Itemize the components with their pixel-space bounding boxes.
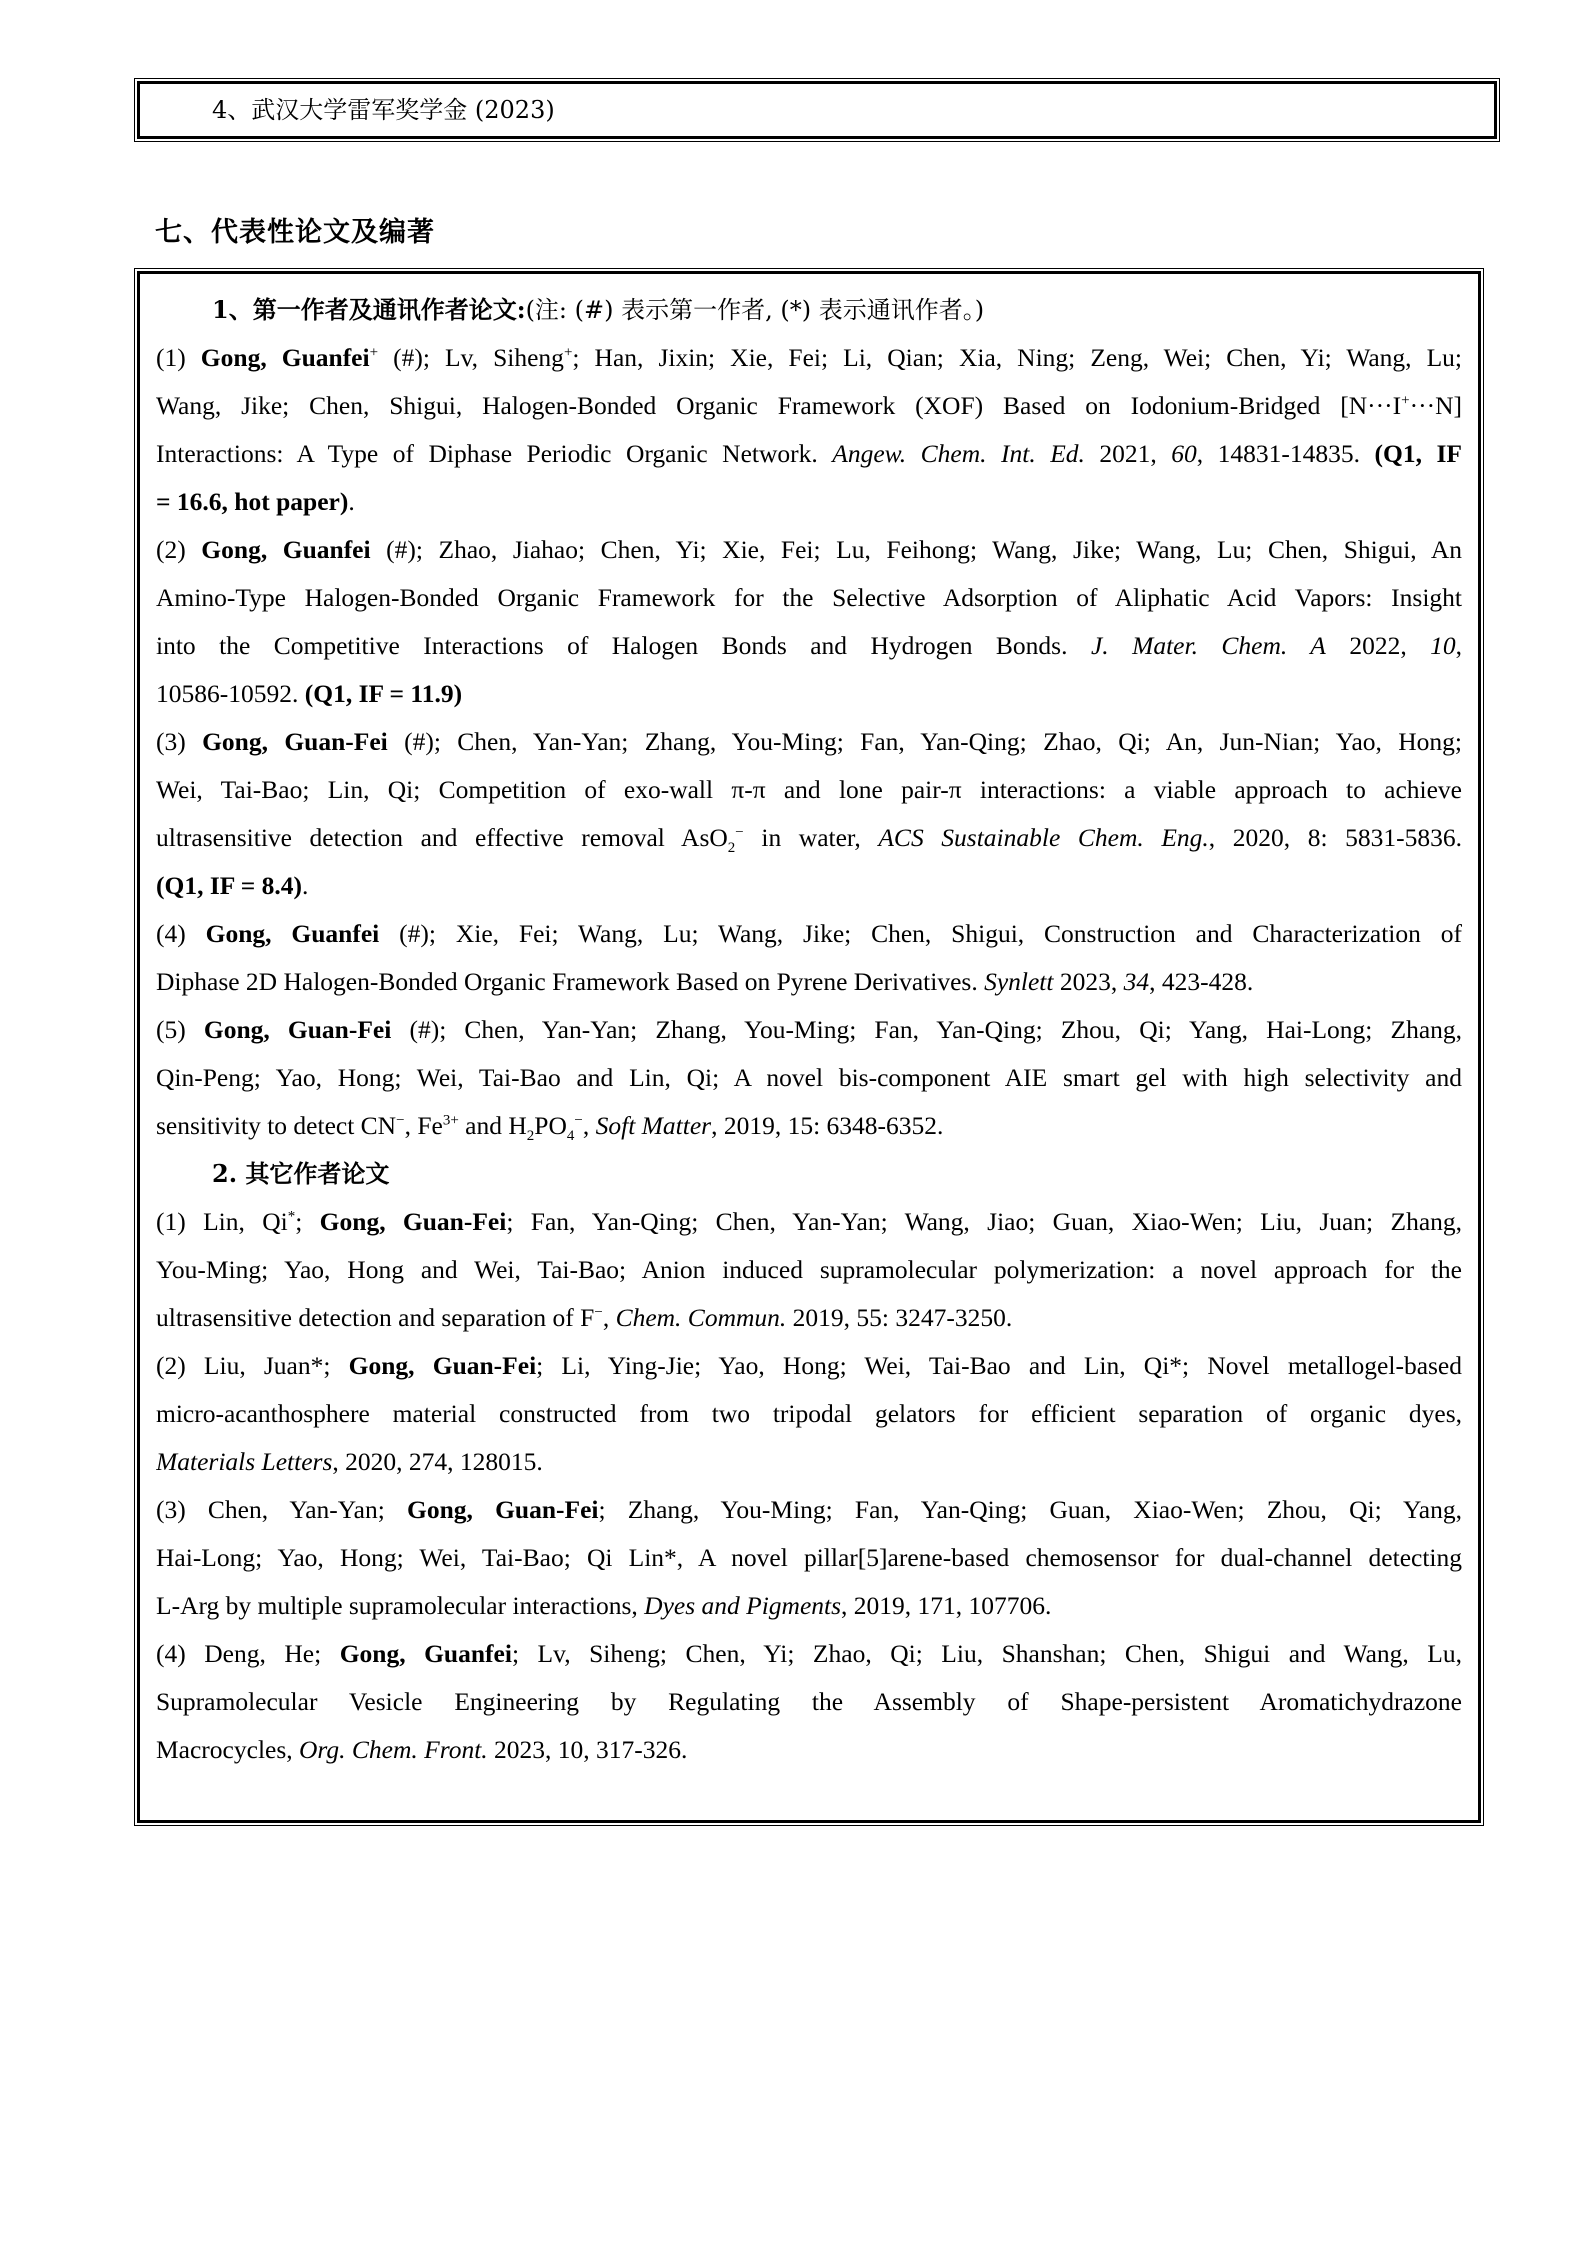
paper-5-line-1: (5) Gong, Guan-Fei (#); Chen, Yan-Yan; Zhang, You-Ming; Fan, Yan-Qing; Zhou, Qi; Yang, Hai-Long; Zhang,	[156, 1015, 1462, 1044]
award-entry: 4、武汉大学雷军奖学金 (2023)	[212, 96, 555, 124]
other-paper-4-line-1: (4) Deng, He; Gong, Guanfei; Lv, Siheng; Chen, Yi; Zhao, Qi; Liu, Shanshan; Chen, Shigui and Wang, Lu,	[156, 1639, 1462, 1668]
paper-5-line-2: Qin-Peng; Yao, Hong; Wei, Tai-Bao and Lin, Qi; A novel bis-component AIE smart gel with high selectivity and	[156, 1063, 1462, 1092]
other-paper-2-line-1: (2) Liu, Juan*; Gong, Guan-Fei; Li, Ying-Jie; Yao, Hong; Wei, Tai-Bao and Lin, Qi*; Novel metallogel-based	[156, 1351, 1462, 1380]
paper-2-line-3: into the Competitive Interactions of Halogen Bonds and Hydrogen Bonds. J. Mater. Chem. A 2022, 10,	[156, 631, 1462, 660]
other-paper-1-line-3: ultrasensitive detection and separation of F−, Chem. Commun. 2019, 55: 3247-3250.	[156, 1303, 1013, 1332]
first-author-heading: 1、第一作者及通讯作者论文:(注: (#) 表示第一作者, (*) 表示通讯作者。)	[212, 295, 985, 324]
other-paper-2-line-3: Materials Letters, 2020, 274, 128015.	[156, 1447, 543, 1476]
papers-box	[134, 268, 1484, 1826]
other-paper-3-line-2: Hai-Long; Yao, Hong; Wei, Tai-Bao; Qi Lin*, A novel pillar[5]arene-based chemosensor for dual-channel detecting	[156, 1543, 1462, 1572]
other-author-heading: 2. 其它作者论文	[212, 1159, 390, 1188]
paper-5-line-3: sensitivity to detect CN−, $Fe^{3+}$ and $H_2PO_4^-$, Soft Matter, 2019, 15: 6348-6352.	[156, 1111, 944, 1145]
award-box	[134, 78, 1500, 142]
paper-2-line-4: 10586-10592. (Q1, IF = 11.9)	[156, 679, 463, 708]
other-paper-3-line-3: L-Arg by multiple supramolecular interactions, Dyes and Pigments, 2019, 171, 107706.	[156, 1591, 1052, 1620]
other-paper-4-line-3: Macrocycles, Org. Chem. Front. 2023, 10, 317-326.	[156, 1735, 688, 1764]
paper-1-line-3: Interactions: A Type of Diphase Periodic Organic Network. Angew. Chem. Int. Ed. 2021, 60, 14831-14835. (Q1, IF	[156, 439, 1462, 468]
other-paper-3-line-1: (3) Chen, Yan-Yan; Gong, Guan-Fei; Zhang, You-Ming; Fan, Yan-Qing; Guan, Xiao-Wen; Zhou, Qi; Yang,	[156, 1495, 1462, 1524]
other-paper-1-line-1: (1) Lin, Qi*; Gong, Guan-Fei; Fan, Yan-Qing; Chen, Yan-Yan; Wang, Jiao; Guan, Xiao-Wen; Liu, Juan; Zhang,	[156, 1207, 1462, 1236]
paper-1-line-1: (1) Gong, Guanfei+ (#); Lv, Siheng+; Han, Jixin; Xie, Fei; Li, Qian; Xia, Ning; Zeng, Wei; Chen, Yi; Wang, Lu;	[156, 343, 1462, 372]
paper-3-line-2: Wei, Tai-Bao; Lin, Qi; Competition of exo-wall π-π and lone pair-π interactions: a viable approach to achieve	[156, 775, 1462, 804]
section-title: 七、代表性论文及编著	[155, 217, 435, 248]
paper-3-line-1: (3) Gong, Guan-Fei (#); Chen, Yan-Yan; Zhang, You-Ming; Fan, Yan-Qing; Zhao, Qi; An, Jun-Nian; Yao, Hong;	[156, 727, 1462, 756]
other-paper-4-line-2: Supramolecular Vesicle Engineering by Regulating the Assembly of Shape-persistent Aromatichydrazone	[156, 1687, 1462, 1716]
paper-1-line-2: Wang, Jike; Chen, Shigui, Halogen-Bonded Organic Framework (XOF) Based on Iodonium-Bridged [N···I+···N]	[156, 391, 1462, 420]
other-paper-2-line-2: micro-acanthosphere material constructed from two tripodal gelators for efficient separation of organic dyes,	[156, 1399, 1462, 1428]
paper-4-line-1: (4) Gong, Guanfei (#); Xie, Fei; Wang, Lu; Wang, Jike; Chen, Shigui, Construction and Characterization of	[156, 919, 1462, 948]
paper-2-line-2: Amino-Type Halogen-Bonded Organic Framework for the Selective Adsorption of Aliphatic Acid Vapors: Insight	[156, 583, 1462, 612]
paper-2-line-1: (2) Gong, Guanfei (#); Zhao, Jiahao; Chen, Yi; Xie, Fei; Lu, Feihong; Wang, Jike; Wang, Lu; Chen, Shigui, An	[156, 535, 1462, 564]
paper-1-line-4: = 16.6, hot paper).	[156, 487, 355, 516]
paper-3-line-3: ultrasensitive detection and effective removal AsO$_2$− in water, ACS Sustainable Chem. Eng., 2020, 8: 5831-5836.	[156, 823, 1462, 857]
paper-4-line-2: Diphase 2D Halogen-Bonded Organic Framework Based on Pyrene Derivatives. Synlett 2023, 34, 423-428.	[156, 967, 1254, 996]
paper-3-line-4: (Q1, IF = 8.4).	[156, 871, 309, 900]
other-paper-1-line-2: You-Ming; Yao, Hong and Wei, Tai-Bao; Anion induced supramolecular polymerization: a novel approach for the	[156, 1255, 1462, 1284]
